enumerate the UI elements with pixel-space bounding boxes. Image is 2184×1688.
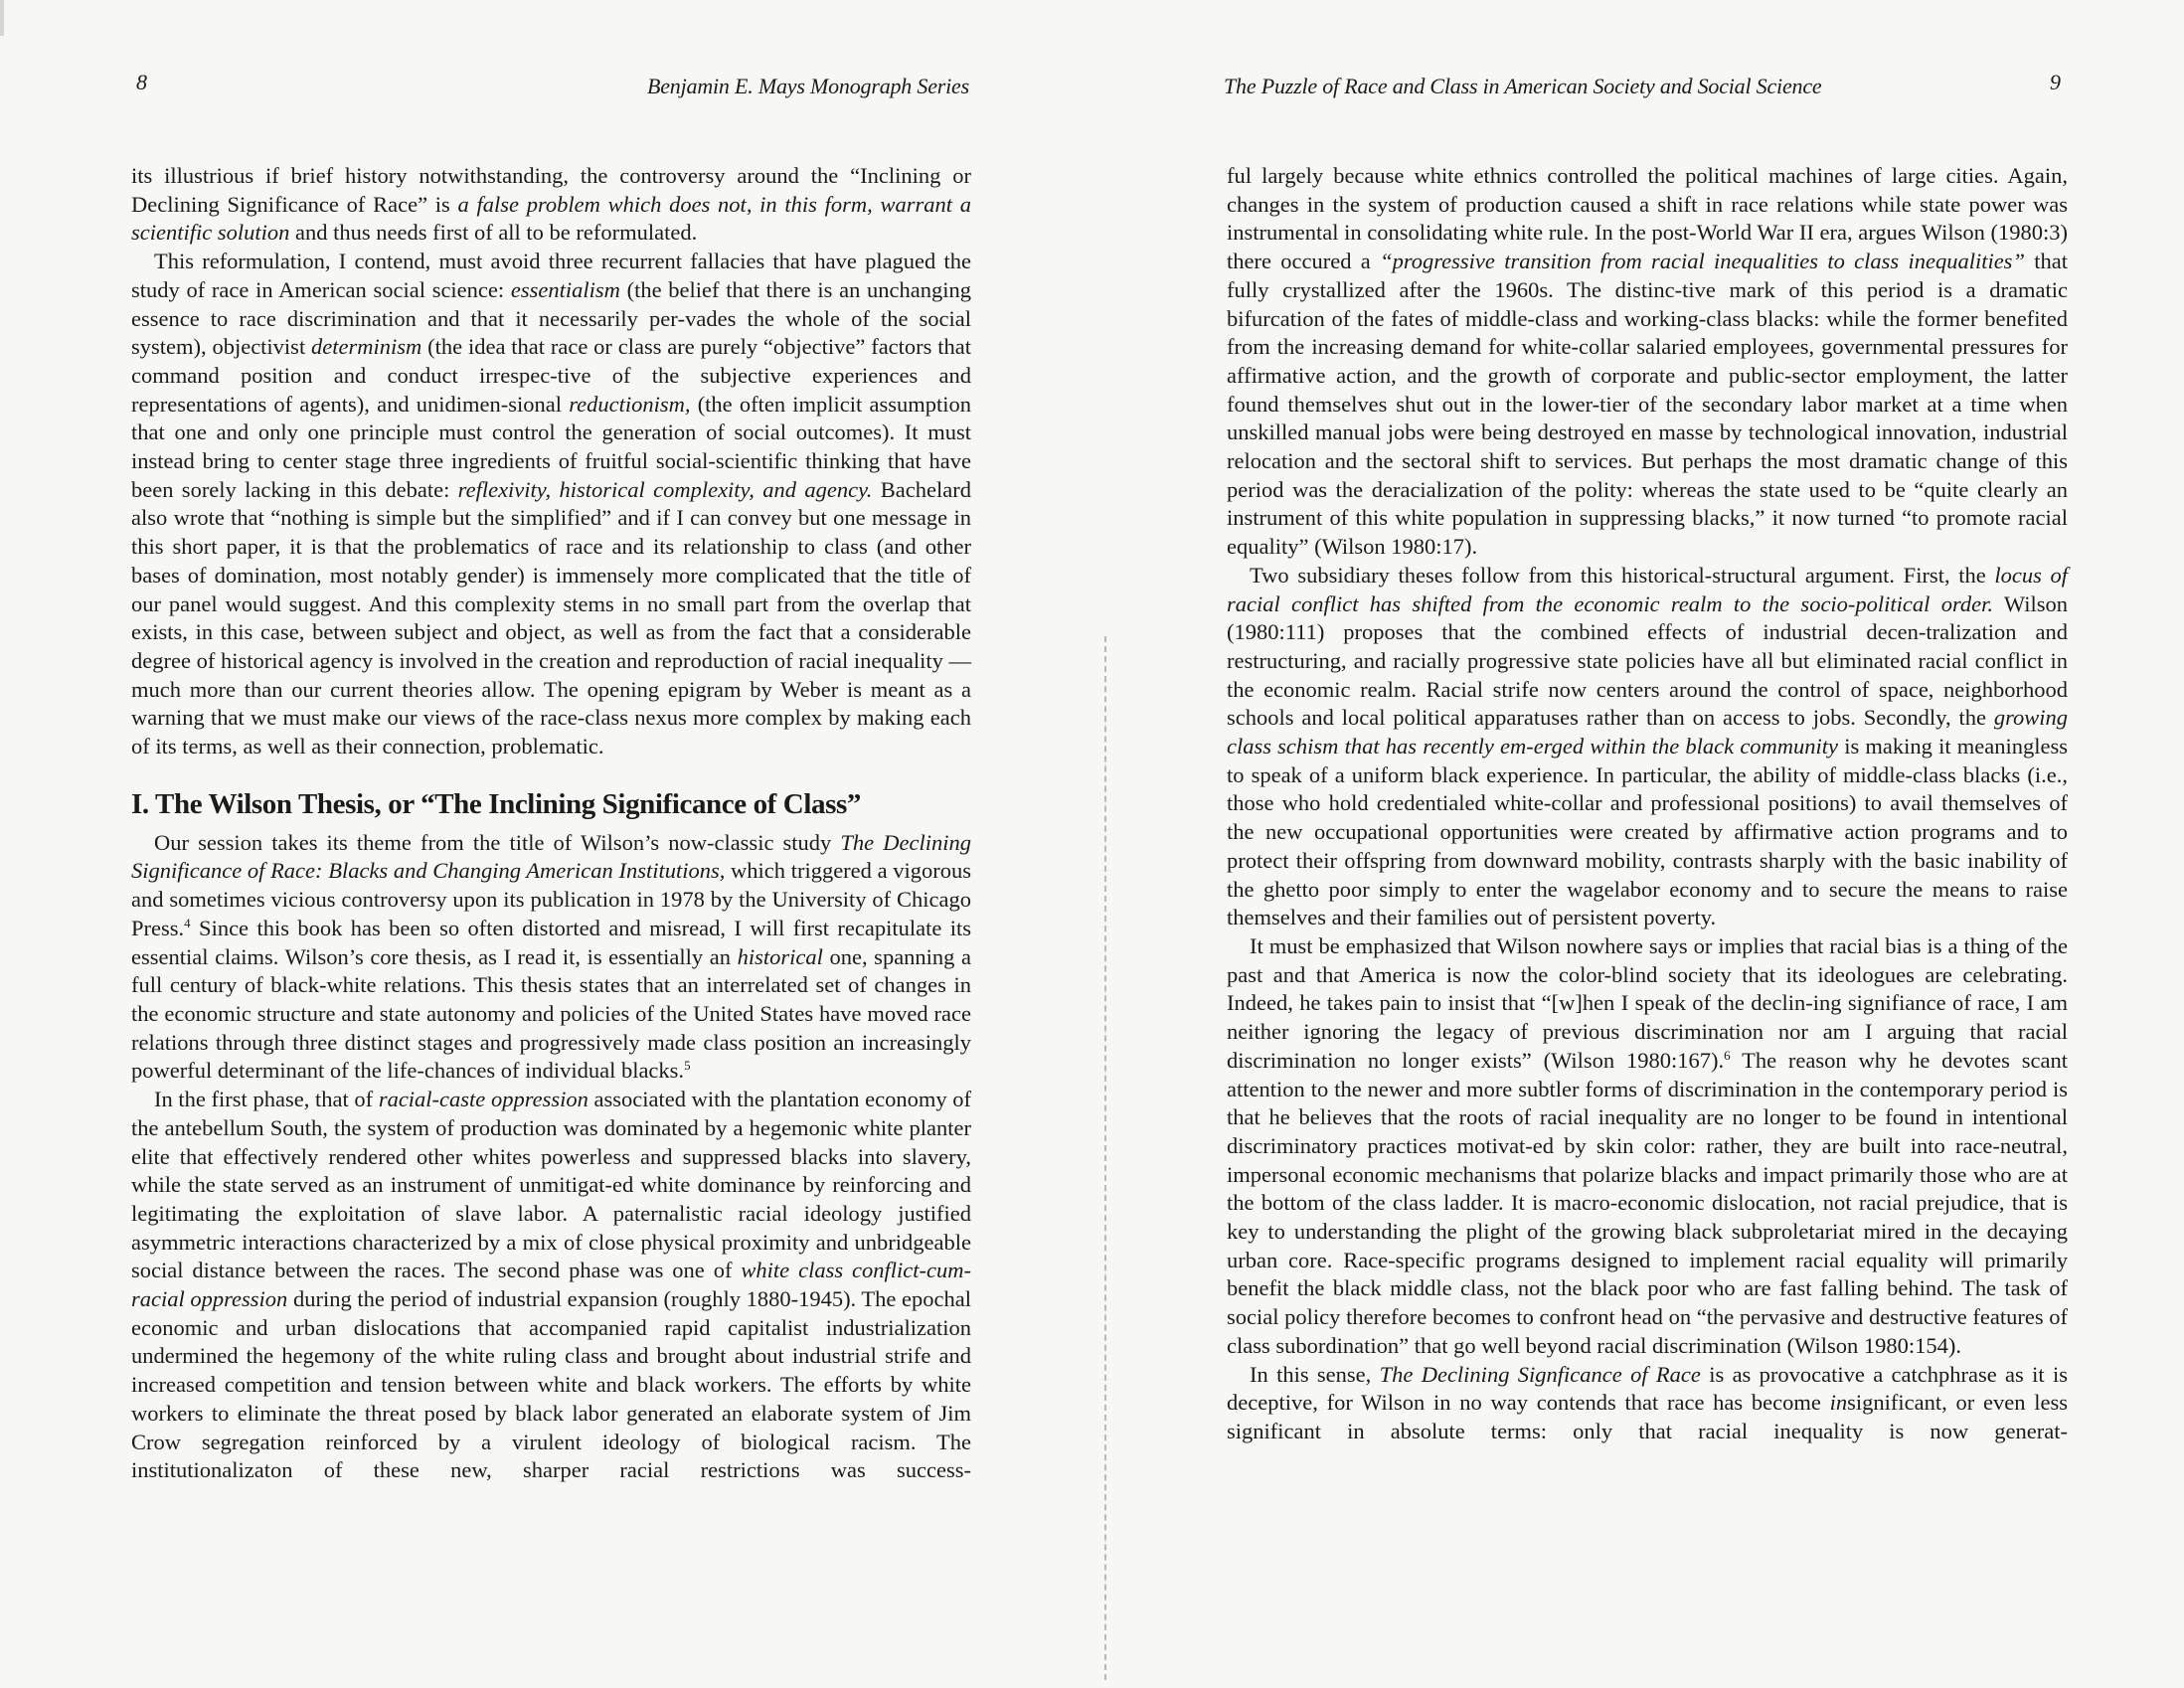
paragraph: its illustrious if brief history notwithstanding, the controversy around the “Inclining or Declining Significance of Race” is a false problem which does not, in this form, warrant a scientific solution and thus needs first of all to be reformulated. [131,163,971,246]
running-head: The Puzzle of Race and Class in American Society and Social Science [1224,74,1822,98]
paragraph: Two subsidiary theses follow from this historical-structural argument. First, the locus of racial conflict has shifted from the economic realm to the socio-political order. Wilson (1980:111) proposes that the combined effects of industrial decen‑tralization and restructuring, and racially progressive state policies have all but eliminated racial conflict in the economic realm. Racial strife now centers around the control of space, neighborhood schools and local political apparatuses rather than on access to jobs. Secondly, the growing class schism that has recently em‑erged within the black community is making it meaningless to speak of a uniform black experience. In particular, the ability of middle-class blacks (i.e., those who hold credentialed white-collar and professional positions) to avail themselves of the new occupational opportunities were created by affirmative action programs and to protect their offspring from downward mobility, contrasts sharply with the basic inability of the ghetto poor simply to enter the wagelabor economy and to secure the means to raise themselves and their families out of persistent poverty. [1227,562,2068,930]
right-page [1093,0,2184,1688]
paragraph: Our session takes its theme from the title of Wilson’s now-classic study The Declining Significance of Race: Blacks and Changing American Institutions, which triggered a vigorous and sometimes vicious controversy upon its publication in 1978 by the University of Chicago Press.$^4$ Since this book has been so often distorted and misread, I will first recapitulate its essential claims. Wilson’s core thesis, as I read it, is essentially an historical one, spanning a full century of black-white relations. This thesis states that an interrelated set of changes in the economic structure and state autonomy and policies of the United States have moved race relations through three distinct stages and progressively made class position an increasingly powerful determinant of the life-chances of individual blacks.$^5$ [131,829,972,1084]
footnote-ref[interactable]: 4 [184,915,191,930]
paragraph: ful largely because white ethnics controlled the political machines of large cities. Again, changes in the system of production caused a shift in race relations while state power was instrumental in consolidating white rule. In the post-World War II era, argues Wilson (1980:3) there occured a “progressive transition from racial inequalities to class inequalities” that fully crystallized after the 1960s. The distinc‑tive mark of this period is a dramatic bifurcation of the fates of middle-class and working-class blacks: while the former benefited from the increasing demand for white-collar salaried employees, governmental pressures for affirmative action, and the growth of corporate and public-sector employment, the latter found themselves shut out in the lower-tier of the secondary labor market at a time when unskilled manual jobs were being destroyed en masse by technological innovation, industrial relocation and the sectoral shift to services. But perhaps the most dramatic change of this period was the deracialization of the polity: whereas the state used to be “quite clearly an instrument of this white population in suppressing blacks,” it now turned “to promote racial equality” (Wilson 1980:17). [1227,163,2069,560]
page-number: 9 [2050,70,2061,94]
footnote-ref[interactable]: 6 [1724,1047,1731,1063]
right-body-text [1227,162,2068,1446]
page-number: 8 [136,70,147,94]
section-heading: I. The Wilson Thesis, or “The Inclining Significance of Class” [131,787,861,820]
paragraph: In this sense, The Declining Signficance of Race is as provocative a catchphrase as it is deceptive, for Wilson in no way contends that race has become insignificant, or even less significant in absolute terms: only that racial inequality is now generat- [1227,1361,2068,1443]
running-head: Benjamin E. Mays Monograph Series [647,74,969,98]
footnote-ref[interactable]: 5 [684,1058,691,1074]
left-body-text [131,162,971,1485]
paragraph: This reformulation, I contend, must avoid three recurrent fallacies that have plagued the study of race in American social science: essentialism (the belief that there is an unchanging essence to race discrimination and that it necessarily per‑vades the whole of the social system), objectivist determinism (the idea that race or class are purely “objective” factors that command position and conduct irrespec‑tive of the subjective experiences and representations of agents), and unidimen‑sional reductionism, (the often implicit assumption that one and only one principle must control the generation of social outcomes). It must instead bring to center stage three ingredients of fruitful social-scientific thinking that have been sorely lacking in this debate: reflexivity, historical complexity, and agency. Bachelard also wrote that “nothing is simple but the simplified” and if I can convey but one message in this short paper, it is that the problematics of race and its relationship to class (and other bases of domination, most notably gender) is immensely more complicated that the title of our panel would suggest. And this complexity stems in no small part from the overlap that exists, in this case, between subject and object, as well as from the fact that a considerable degree of historical agency is involved in the creation and reproduction of racial inequality — much more than our current theories allow. The opening epigram by Weber is meant as a warning that we must make our views of the race-class nexus more complex by making each of its terms, as well as their connection, problematic. [131,249,972,760]
paragraph: In the first phase, that of racial-caste oppression associated with the plantation economy of the antebellum South, the system of production was dominated by a hegemonic white planter elite that effectively rendered other whites powerless and suppressed blacks into slavery, while the state served as an instrument of unmitigat‑ed white dominance by reinforcing and legitimating the exploitation of slave labor. A paternalistic racial ideology justified asymmetric interactions characterized by a mix of close physical proximity and unbridgeable social distance between the races. The second phase was one of white class conflict-cum-racial oppression during the period of industrial expansion (roughly 1880-1945). The epochal economic and urban dislocations that accompanied rapid capitalist industrialization undermined the hegemony of the white ruling class and brought about industrial strife and increased competition and tension between white and black workers. The efforts by white workers to eliminate the threat posed by black labor generated an elaborate system of Jim Crow segregation reinforced by a virulent ideology of biological racism. The institutionalizaton of these new, sharper racial restrictions was success- [131,1087,972,1483]
paragraph: It must be emphasized that Wilson nowhere says or implies that racial bias is a thing of the past and that America is now the color-blind society that its ideologues are celebrating. Indeed, he takes pain to insist that “[w]hen I speak of the declin‑ing signifiance of race, I am neither ignoring the legacy of previous discrimination nor am I arguing that racial discrimination no longer exists” (Wilson 1980:167).$^6$ The reason why he devotes scant attention to the newer and more subtler forms of discrimination in the contemporary period is that he believes that the roots of racial inequality are no longer to be found in intentional discriminatory practices motivat‑ed by skin color: rather, they are built into race-neutral, impersonal economic mechanisms that polarize blacks and impact primarily those who are at the bottom of the class ladder. It is macro-economic dislocation, not racial prejudice, that is key to understanding the plight of the growing black subproletariat mired in the decaying urban core. Race-specific programs designed to implement racial equality will primarily benefit the black middle class, not the black poor who are fast falling behind. The task of social policy therefore becomes to confront head on “the pervasive and destructive features of class subordination” that go well beyond racial discrimination (Wilson 1980:154). [1227,932,2068,1358]
